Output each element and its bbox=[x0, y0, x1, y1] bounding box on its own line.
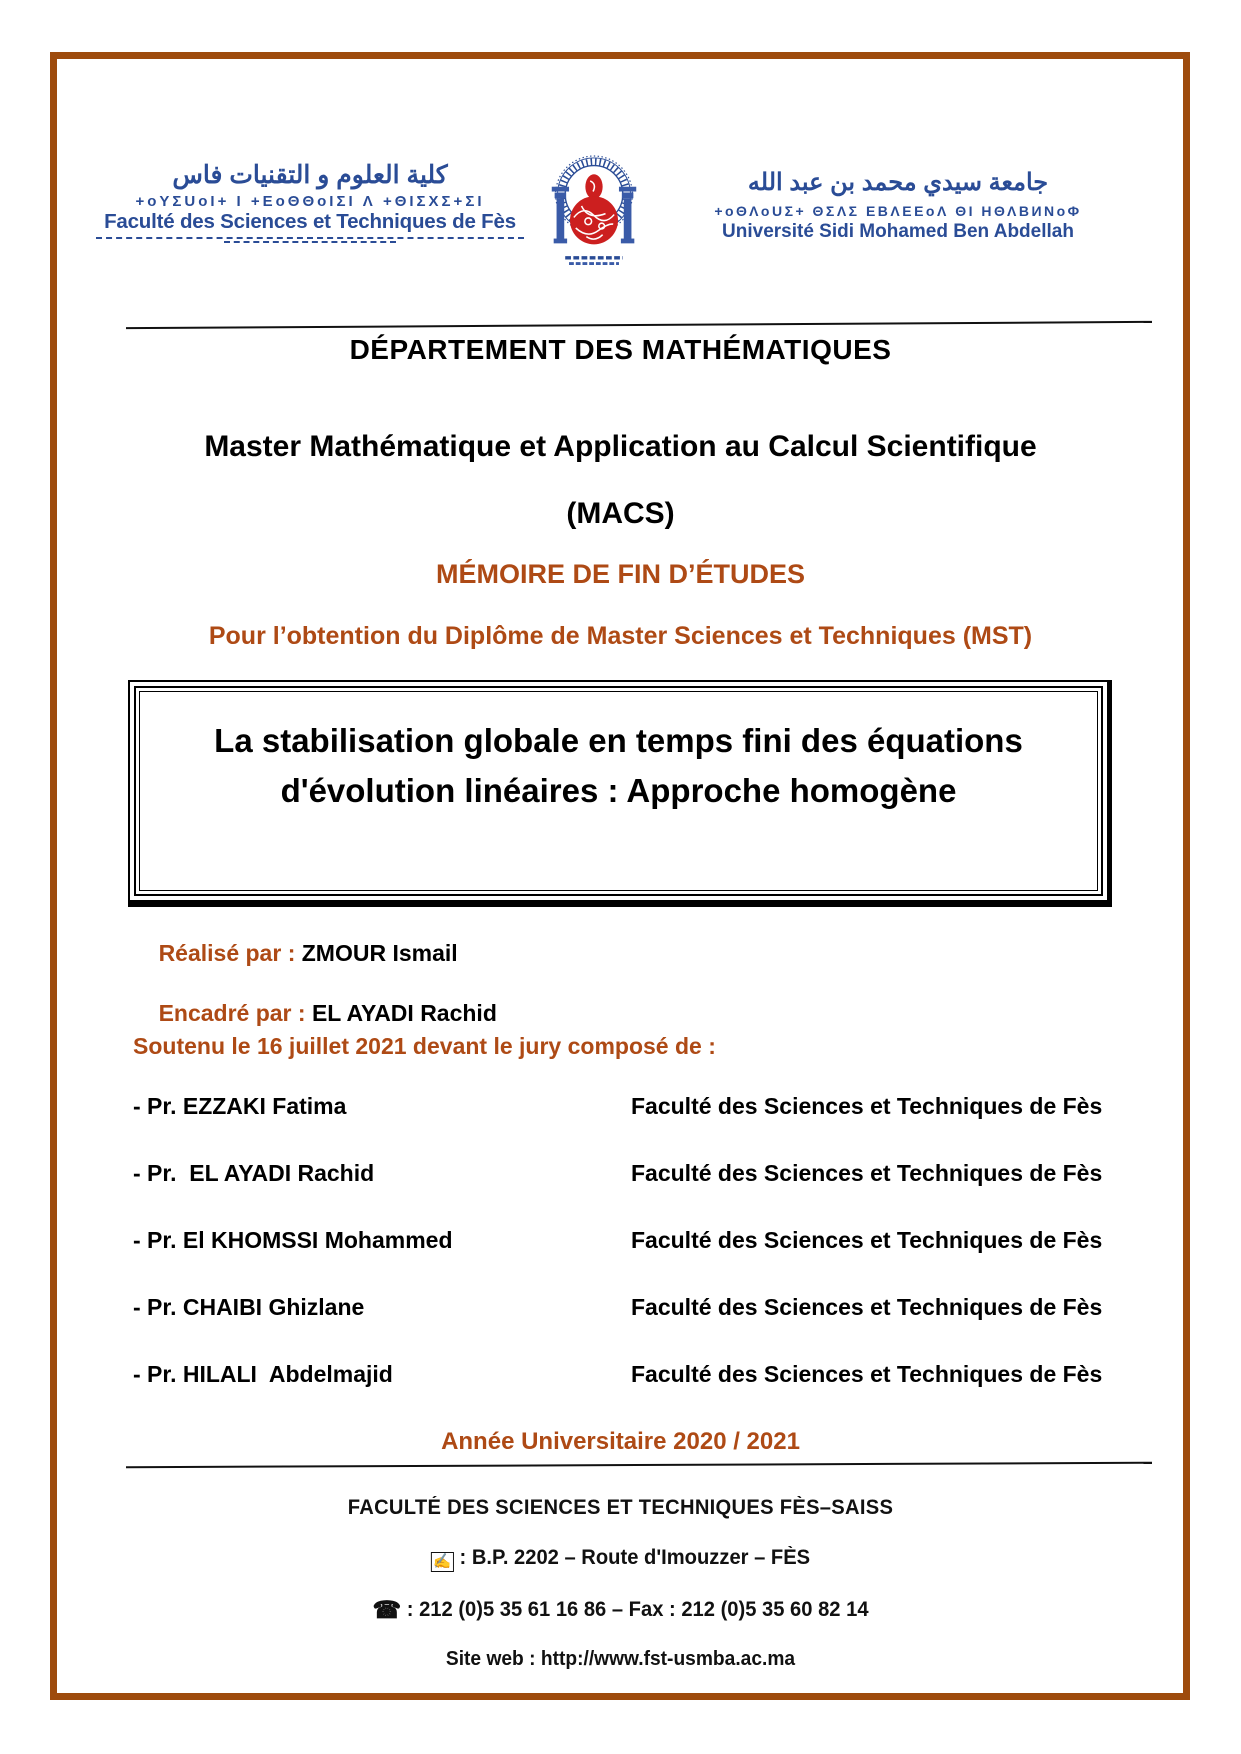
jury-member-affiliation: Faculté des Sciences et Techniques de Fès bbox=[631, 1160, 1103, 1186]
jury-member-name: - Pr. EZZAKI Fatima bbox=[133, 1093, 347, 1119]
memoire-heading: MÉMOIRE DE FIN D’ÉTUDES bbox=[435, 559, 806, 589]
thesis-title-line-2: d'évolution linéaires : Approche homogène bbox=[280, 772, 957, 809]
university-emblem-icon bbox=[546, 136, 642, 272]
defense-date-line: Soutenu le 16 juillet 2021 devant le jury composé de : bbox=[133, 1033, 716, 1059]
author-name: ZMOUR Ismail bbox=[301, 940, 458, 966]
university-logo-block bbox=[664, 168, 1132, 243]
footer-address-text: : B.P. 2202 – Route d'Imouzzer – FÈS bbox=[459, 1546, 811, 1569]
thesis-title-box-middle-border bbox=[134, 686, 1103, 896]
jury-member-affiliation: Faculté des Sciences et Techniques de Fès bbox=[631, 1294, 1103, 1320]
faculty-name-french: Faculté des Sciences et Techniques de Fès bbox=[104, 210, 516, 233]
program-acronym: (MACS) bbox=[566, 497, 675, 530]
jury-member-name: - Pr. HILALI Abdelmajid bbox=[133, 1361, 393, 1387]
supervisor-label: Encadré par : bbox=[158, 1000, 312, 1026]
telephone-icon: ☎ bbox=[372, 1597, 402, 1624]
footer-website-line: Site web : http://www.fst-usmba.ac.ma bbox=[445, 1648, 796, 1670]
faculty-name-arabic: كلية العلوم و التقنيات فاس bbox=[172, 161, 448, 189]
faculty-name-tifinagh: +oYΣUoI+ I +ΕoΘΘoIΣI Λ +ΘIΣXΣ+ΣI bbox=[135, 193, 485, 210]
jury-member-affiliation: Faculté des Sciences et Techniques de Fès bbox=[631, 1227, 1103, 1253]
writing-hand-icon: ✍ bbox=[431, 1552, 454, 1572]
author-label: Réalisé par : bbox=[158, 940, 302, 966]
thesis-title-line-1: La stabilisation globale en temps fini des équations bbox=[214, 722, 1023, 759]
thesis-title-box-inner-border bbox=[139, 691, 1098, 891]
thesis-title-box bbox=[128, 680, 1112, 907]
jury-member-name: - Pr. El KHOMSSI Mohammed bbox=[133, 1227, 453, 1253]
university-name-arabic: جامعة سيدي محمد بن عبد الله bbox=[747, 169, 1049, 196]
diploma-purpose-line: Pour l’obtention du Diplôme de Master Sciences et Techniques (MST) bbox=[208, 622, 1033, 650]
jury-row bbox=[133, 1361, 1133, 1388]
faculty-logo-block bbox=[96, 160, 524, 243]
jury-member-affiliation: Faculté des Sciences et Techniques de Fès bbox=[631, 1093, 1103, 1119]
jury-row bbox=[133, 1093, 1133, 1120]
jury-member-affiliation: Faculté des Sciences et Techniques de Fès bbox=[631, 1361, 1103, 1387]
footer-faculty-name: FACULTÉ DES SCIENCES ET TECHNIQUES FÈS–SAISS bbox=[347, 1496, 894, 1519]
supervisor-name: EL AYADI Rachid bbox=[311, 1000, 497, 1026]
university-name-french: Université Sidi Mohamed Ben Abdellah bbox=[722, 221, 1074, 242]
footer-phone-text: : 212 (0)5 35 61 16 86 – Fax : 212 (0)5 35 60 82 14 bbox=[406, 1598, 869, 1621]
faculty-address-microtext bbox=[96, 237, 524, 240]
jury-row bbox=[133, 1227, 1133, 1254]
department-heading: DÉPARTEMENT DES MATHÉMATIQUES bbox=[349, 334, 892, 365]
master-program-heading: Master Mathématique et Application au Calcul Scientifique bbox=[204, 430, 1037, 463]
faculty-address-microtext-2 bbox=[224, 241, 395, 243]
university-name-tifinagh: +oΘΛoUΣ+ ΘΣΛΣ ΕΒΛΕΕoΛ ΘI ΗΘΛΒИΝoΦ bbox=[714, 203, 1082, 219]
university-emblem bbox=[546, 136, 642, 272]
footer-address-line bbox=[25, 1546, 1216, 1572]
jury-row bbox=[133, 1294, 1133, 1321]
footer-phone-line bbox=[25, 1596, 1216, 1625]
academic-year-line: Année Universitaire 2020 / 2021 bbox=[441, 1428, 800, 1455]
jury-row bbox=[133, 1160, 1133, 1187]
jury-member-name: - Pr. CHAIBI Ghizlane bbox=[133, 1294, 365, 1320]
jury-member-name: - Pr. EL AYADI Rachid bbox=[133, 1160, 375, 1186]
